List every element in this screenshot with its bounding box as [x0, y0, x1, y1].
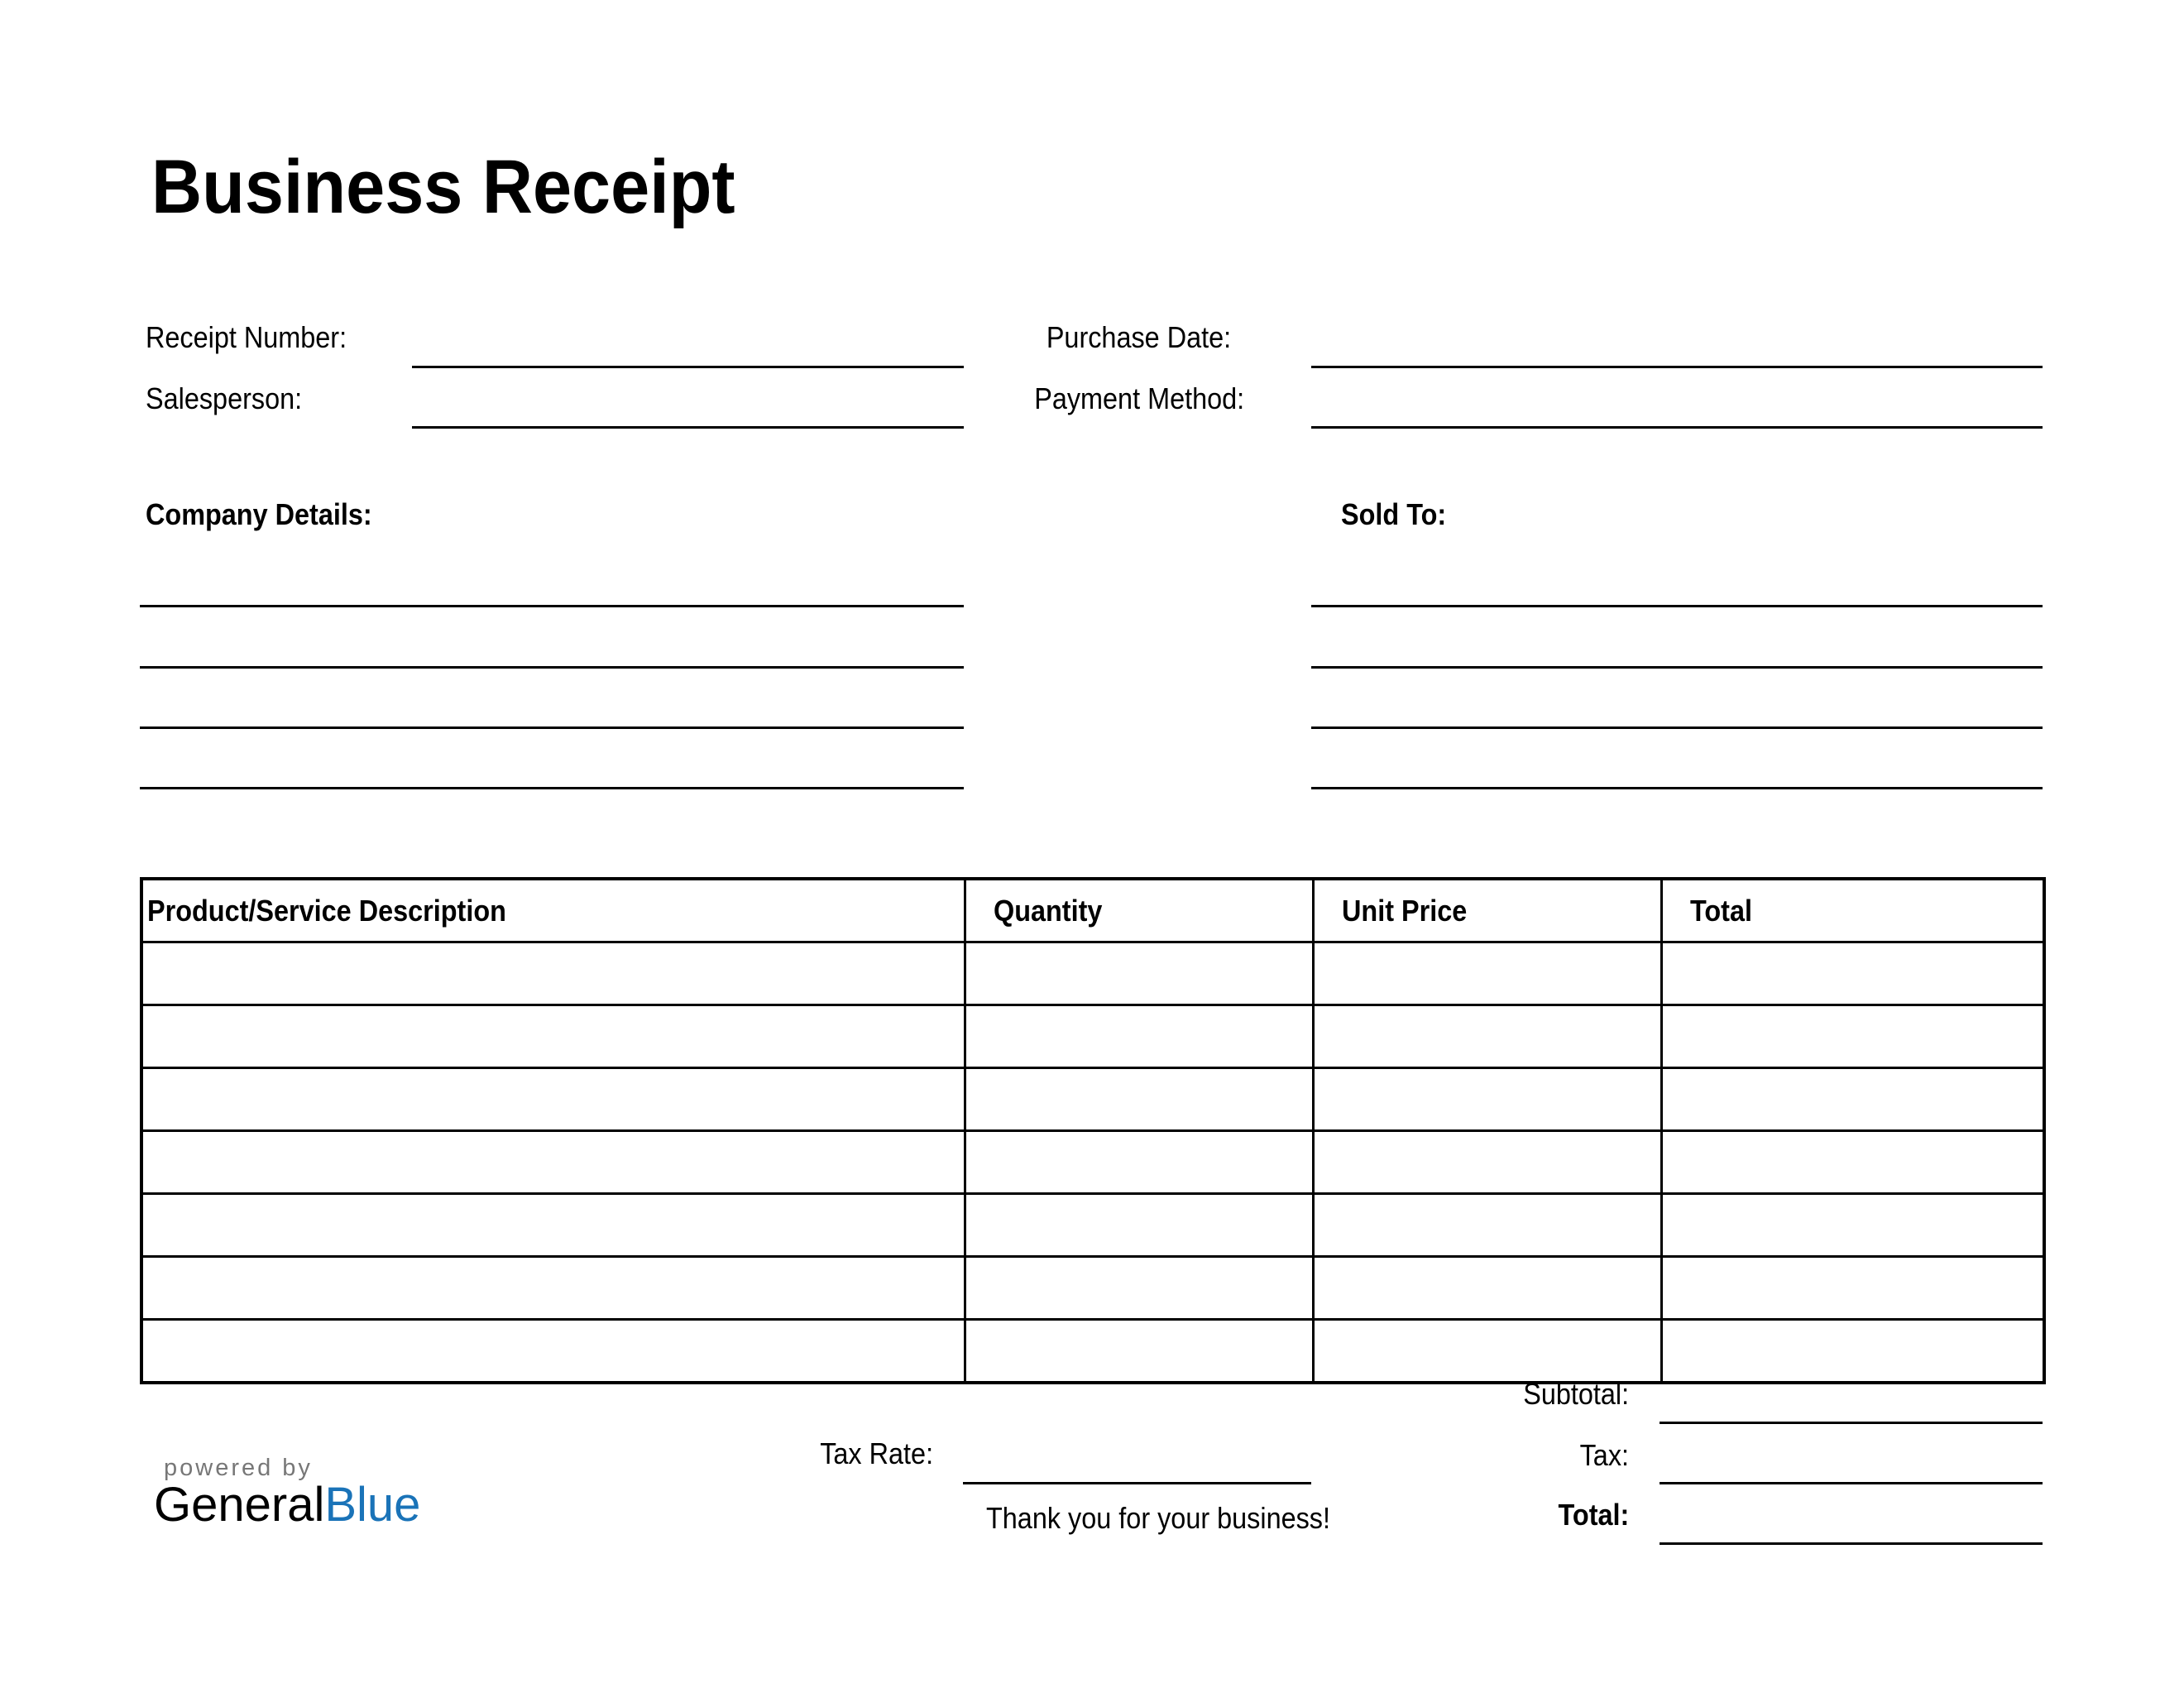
total-cell[interactable] [1661, 1194, 2044, 1257]
quantity-cell[interactable] [965, 1320, 1313, 1383]
company-details-line[interactable] [140, 666, 964, 669]
receipt-number-label: Receipt Number: [146, 320, 347, 354]
quantity-cell[interactable] [965, 1194, 1313, 1257]
company-details-line[interactable] [140, 605, 964, 607]
total-label: Total: [1558, 1498, 1629, 1532]
sold-to-line[interactable] [1311, 605, 2043, 607]
payment-method-field[interactable] [1311, 426, 2043, 429]
column-header-total: Total [1661, 879, 2044, 942]
logo-general: General [154, 1478, 325, 1532]
description-cell[interactable] [141, 1005, 965, 1068]
company-details-line[interactable] [140, 727, 964, 729]
description-cell[interactable] [141, 1131, 965, 1194]
unit-price-cell[interactable] [1313, 1194, 1661, 1257]
unit-price-cell[interactable] [1313, 942, 1661, 1005]
total-cell[interactable] [1661, 1320, 2044, 1383]
table-row [141, 1068, 2044, 1131]
table-row [141, 942, 2044, 1005]
description-cell[interactable] [141, 1257, 965, 1320]
company-details-line[interactable] [140, 787, 964, 789]
logo-blue: Blue [324, 1478, 421, 1532]
quantity-cell[interactable] [965, 942, 1313, 1005]
total-cell[interactable] [1661, 1005, 2044, 1068]
payment-method-label: Payment Method: [1034, 381, 1244, 415]
total-field[interactable] [1660, 1542, 2043, 1545]
tax-rate-field[interactable] [963, 1482, 1311, 1484]
sold-to-line[interactable] [1311, 666, 2043, 669]
unit-price-cell[interactable] [1313, 1320, 1661, 1383]
column-header-description: Product/Service Description [141, 879, 965, 942]
quantity-cell[interactable] [965, 1257, 1313, 1320]
salesperson-label: Salesperson: [146, 381, 303, 415]
items-table [140, 877, 2046, 1384]
total-cell[interactable] [1661, 1068, 2044, 1131]
quantity-cell[interactable] [965, 1005, 1313, 1068]
total-cell[interactable] [1661, 1131, 2044, 1194]
sold-to-heading: Sold To: [1341, 497, 1447, 531]
unit-price-cell[interactable] [1313, 1257, 1661, 1320]
table-row [141, 1320, 2044, 1383]
column-header-unit-price: Unit Price [1313, 879, 1661, 942]
tax-rate-label: Tax Rate: [820, 1436, 933, 1470]
sold-to-line[interactable] [1311, 787, 2043, 789]
description-cell[interactable] [141, 1320, 965, 1383]
subtotal-field[interactable] [1660, 1422, 2043, 1424]
table-row [141, 1005, 2044, 1068]
total-cell[interactable] [1661, 1257, 2044, 1320]
salesperson-field[interactable] [412, 426, 964, 429]
unit-price-cell[interactable] [1313, 1005, 1661, 1068]
tax-label: Tax: [1579, 1438, 1629, 1472]
table-row [141, 1131, 2044, 1194]
table-row [141, 1257, 2044, 1320]
page-title: Business Receipt [151, 145, 735, 229]
subtotal-label: Subtotal: [1523, 1377, 1629, 1411]
unit-price-cell[interactable] [1313, 1131, 1661, 1194]
sold-to-line[interactable] [1311, 727, 2043, 729]
tax-field[interactable] [1660, 1482, 2043, 1484]
description-cell[interactable] [141, 942, 965, 1005]
company-details-heading: Company Details: [146, 497, 372, 531]
table-row [141, 1194, 2044, 1257]
generalblue-logo [154, 1478, 421, 1532]
column-header-quantity: Quantity [965, 879, 1313, 942]
powered-by-text: powered by [164, 1455, 313, 1481]
unit-price-cell[interactable] [1313, 1068, 1661, 1131]
description-cell[interactable] [141, 1068, 965, 1131]
table-header-row [141, 879, 2044, 942]
quantity-cell[interactable] [965, 1068, 1313, 1131]
purchase-date-field[interactable] [1311, 366, 2043, 368]
receipt-number-field[interactable] [412, 366, 964, 368]
total-cell[interactable] [1661, 942, 2044, 1005]
description-cell[interactable] [141, 1194, 965, 1257]
quantity-cell[interactable] [965, 1131, 1313, 1194]
purchase-date-label: Purchase Date: [1046, 320, 1231, 354]
thank-you-message: Thank you for your business! [986, 1501, 1331, 1535]
